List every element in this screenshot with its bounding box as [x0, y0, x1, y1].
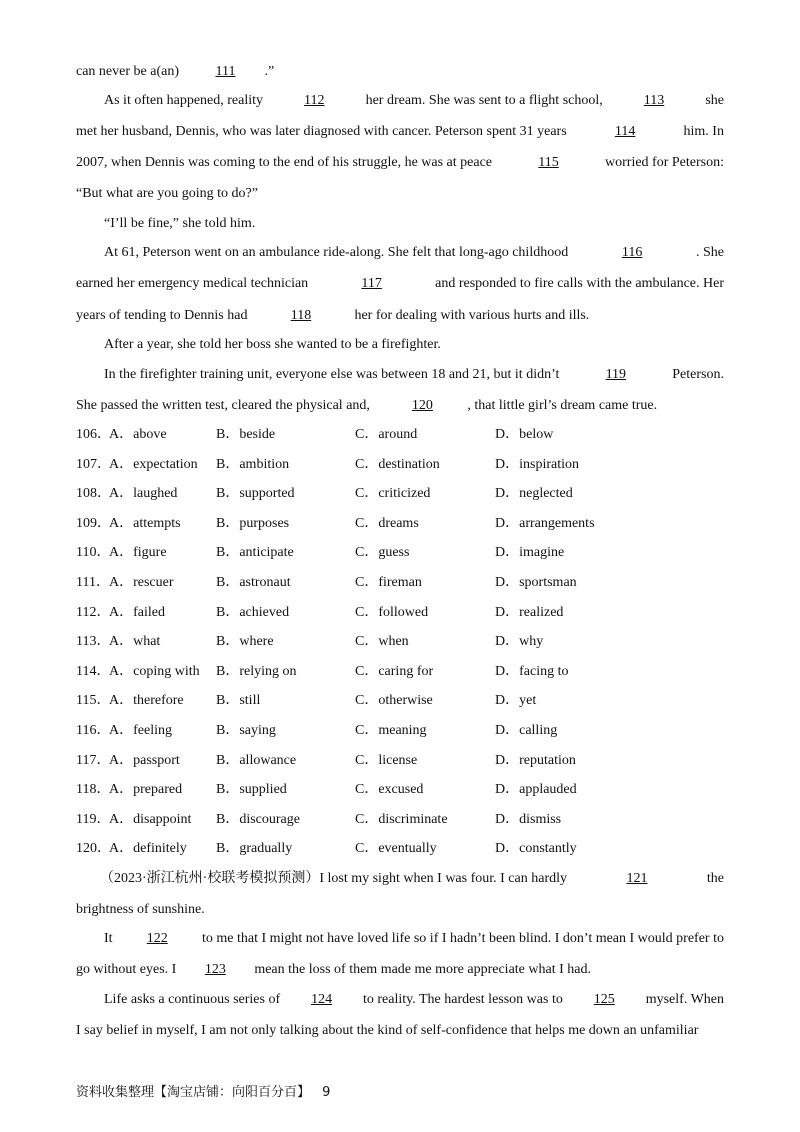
blank-117[interactable]: 117: [361, 276, 382, 291]
option-a[interactable]: A．coping with: [109, 664, 200, 679]
option-b[interactable]: B．purposes: [216, 516, 290, 531]
question-number: 110．: [76, 545, 111, 560]
option-a[interactable]: A．what: [109, 634, 161, 649]
blank-121[interactable]: 121: [626, 871, 648, 886]
option-c[interactable]: C．eventually: [355, 841, 437, 856]
option-d[interactable]: D．realized: [495, 605, 564, 620]
option-b[interactable]: B．gradually: [216, 841, 293, 856]
question-number: 113．: [76, 634, 111, 649]
option-b[interactable]: B．still: [216, 693, 261, 708]
question-row: [76, 751, 724, 771]
footer-text: 资料收集整理【淘宝店铺：向阳百分百】: [76, 1085, 311, 1100]
passage-line: met her husband, Dennis, who was later diagnosed with cancer. Peterson spent 31 years 114 him. In: [76, 122, 724, 142]
option-c[interactable]: C．criticized: [355, 486, 431, 501]
question-number: 109．: [76, 516, 111, 531]
question-number: 118．: [76, 782, 111, 797]
question-row: [76, 484, 724, 504]
option-d[interactable]: D．inspiration: [495, 457, 579, 472]
passage-line: Life asks a continuous series of 124 to reality. The hardest lesson was to 125 myself. When: [104, 990, 724, 1010]
option-a[interactable]: A．definitely: [109, 841, 187, 856]
option-b[interactable]: B．ambition: [216, 457, 290, 472]
passage-line: years of tending to Dennis had 118 her for dealing with various hurts and ills.: [76, 306, 724, 326]
passage-line: It 122 to me that I might not have loved life so if I hadn’t been blind. I don’t mean I would prefer to: [104, 929, 724, 949]
option-a[interactable]: A．feeling: [109, 723, 172, 738]
passage-line: go without eyes. I 123 mean the loss of them made me more appreciate what I had.: [76, 960, 724, 980]
option-a[interactable]: A．figure: [109, 545, 167, 560]
option-c[interactable]: C．otherwise: [355, 693, 433, 708]
question-row: [76, 839, 724, 859]
blank-123[interactable]: 123: [204, 962, 226, 977]
option-a[interactable]: A．laughed: [109, 486, 178, 501]
question-row: [76, 721, 724, 741]
option-d[interactable]: D．reputation: [495, 753, 576, 768]
passage-line: earned her emergency medical technician 117 and responded to fire calls with the ambulance. Her: [76, 274, 724, 294]
question-row: [76, 514, 724, 534]
question-number: 116．: [76, 723, 111, 738]
option-b[interactable]: B．where: [216, 634, 274, 649]
blank-115[interactable]: 115: [538, 155, 559, 170]
option-c[interactable]: C．dreams: [355, 516, 419, 531]
option-c[interactable]: C．discriminate: [355, 812, 448, 827]
option-a[interactable]: A．expectation: [109, 457, 198, 472]
question-number: 107．: [76, 457, 111, 472]
option-b[interactable]: B．allowance: [216, 753, 297, 768]
blank-120[interactable]: 120: [411, 398, 433, 413]
question-row: [76, 543, 724, 563]
option-c[interactable]: C．excused: [355, 782, 424, 797]
passage-line: At 61, Peterson went on an ambulance ride-along. She felt that long-ago childhood 116 . She: [104, 243, 724, 263]
option-a[interactable]: A．prepared: [109, 782, 183, 797]
question-row: [76, 632, 724, 652]
passage-line: She passed the written test, cleared the physical and, 120 , that little girl’s dream came true.: [76, 396, 724, 416]
option-c[interactable]: C．caring for: [355, 664, 434, 679]
question-row: [76, 810, 724, 830]
option-a[interactable]: A．failed: [109, 605, 165, 620]
passage-line: 2007, when Dennis was coming to the end of his struggle, he was at peace 115 worried for Peterson:: [76, 153, 724, 173]
option-d[interactable]: D．yet: [495, 693, 537, 708]
passage-line: （2023·浙江杭州·校联考模拟预测）I lost my sight when I was four. I can hardly 121 the: [100, 869, 724, 889]
option-c[interactable]: C．followed: [355, 605, 429, 620]
blank-114[interactable]: 114: [614, 124, 636, 139]
option-c[interactable]: C．destination: [355, 457, 440, 472]
question-number: 119．: [76, 812, 111, 827]
blank-125[interactable]: 125: [593, 992, 615, 1007]
option-c[interactable]: C．license: [355, 753, 418, 768]
option-c[interactable]: C．guess: [355, 545, 410, 560]
option-d[interactable]: D．sportsman: [495, 575, 577, 590]
passage-line: I say belief in myself, I am not only talking about the kind of self-confidence that helps me down an unfamiliar: [76, 1023, 699, 1038]
passage-line: In the firefighter training unit, everyone else was between 18 and 21, but it didn’t 119 Peterson.: [104, 365, 724, 385]
blank-119[interactable]: 119: [605, 367, 627, 382]
option-b[interactable]: B．achieved: [216, 605, 290, 620]
blank-116[interactable]: 116: [621, 245, 643, 260]
question-number: 106．: [76, 427, 111, 442]
option-b[interactable]: B．supported: [216, 486, 295, 501]
option-c[interactable]: C．fireman: [355, 575, 422, 590]
option-a[interactable]: A．disappoint: [109, 812, 192, 827]
option-d[interactable]: D．neglected: [495, 486, 573, 501]
blank-118[interactable]: 118: [290, 308, 312, 323]
question-number: 108．: [76, 486, 111, 501]
option-d[interactable]: D．calling: [495, 723, 558, 738]
option-a[interactable]: A．rescuer: [109, 575, 174, 590]
option-d[interactable]: D．applauded: [495, 782, 577, 797]
option-d[interactable]: D．dismiss: [495, 812, 562, 827]
question-number: 114．: [76, 664, 111, 679]
question-row: [76, 603, 724, 623]
blank-124[interactable]: 124: [311, 992, 333, 1007]
option-d[interactable]: D．imagine: [495, 545, 565, 560]
option-a[interactable]: A．passport: [109, 753, 180, 768]
passage-line: brightness of sunshine.: [76, 902, 205, 917]
passage-line: “I’ll be fine,” she told him.: [104, 216, 256, 231]
option-c[interactable]: C．meaning: [355, 723, 427, 738]
passage-line: “But what are you going to do?”: [76, 186, 258, 201]
option-a[interactable]: A．therefore: [109, 693, 184, 708]
passage-line: can never be a(an) 111 .”: [76, 62, 724, 82]
option-d[interactable]: D．arrangements: [495, 516, 595, 531]
question-row: [76, 425, 724, 445]
question-row: [76, 455, 724, 475]
passage-line: As it often happened, reality 112 her dream. She was sent to a flight school, 113 she: [104, 91, 724, 111]
blank-113[interactable]: 113: [643, 93, 665, 108]
question-row: [76, 662, 724, 682]
question-number: 115．: [76, 693, 111, 708]
passage-line: After a year, she told her boss she wanted to be a firefighter.: [104, 337, 441, 352]
question-row: [76, 573, 724, 593]
option-b[interactable]: B．saying: [216, 723, 276, 738]
option-b[interactable]: B．discourage: [216, 812, 300, 827]
option-b[interactable]: B．supplied: [216, 782, 287, 797]
option-b[interactable]: B．anticipate: [216, 545, 294, 560]
question-number: 120．: [76, 841, 111, 856]
option-d[interactable]: D．constantly: [495, 841, 577, 856]
option-c[interactable]: C．when: [355, 634, 409, 649]
option-b[interactable]: B．astronaut: [216, 575, 291, 590]
page-footer: [76, 1084, 330, 1102]
option-c[interactable]: C．around: [355, 427, 418, 442]
option-d[interactable]: D．facing to: [495, 664, 569, 679]
blank-112[interactable]: 112: [304, 93, 325, 108]
question-row: [76, 691, 724, 711]
blank-111[interactable]: 111: [215, 64, 236, 79]
question-number: 117．: [76, 753, 111, 768]
question-number: 112．: [76, 605, 111, 620]
option-a[interactable]: A．above: [109, 427, 167, 442]
page-number: 9: [322, 1085, 331, 1100]
blank-122[interactable]: 122: [146, 931, 168, 946]
option-a[interactable]: A．attempts: [109, 516, 181, 531]
option-d[interactable]: D．why: [495, 634, 544, 649]
option-b[interactable]: B．relying on: [216, 664, 297, 679]
option-d[interactable]: D．below: [495, 427, 554, 442]
question-row: [76, 780, 724, 800]
question-number: 111．: [76, 575, 110, 590]
option-b[interactable]: B．beside: [216, 427, 276, 442]
